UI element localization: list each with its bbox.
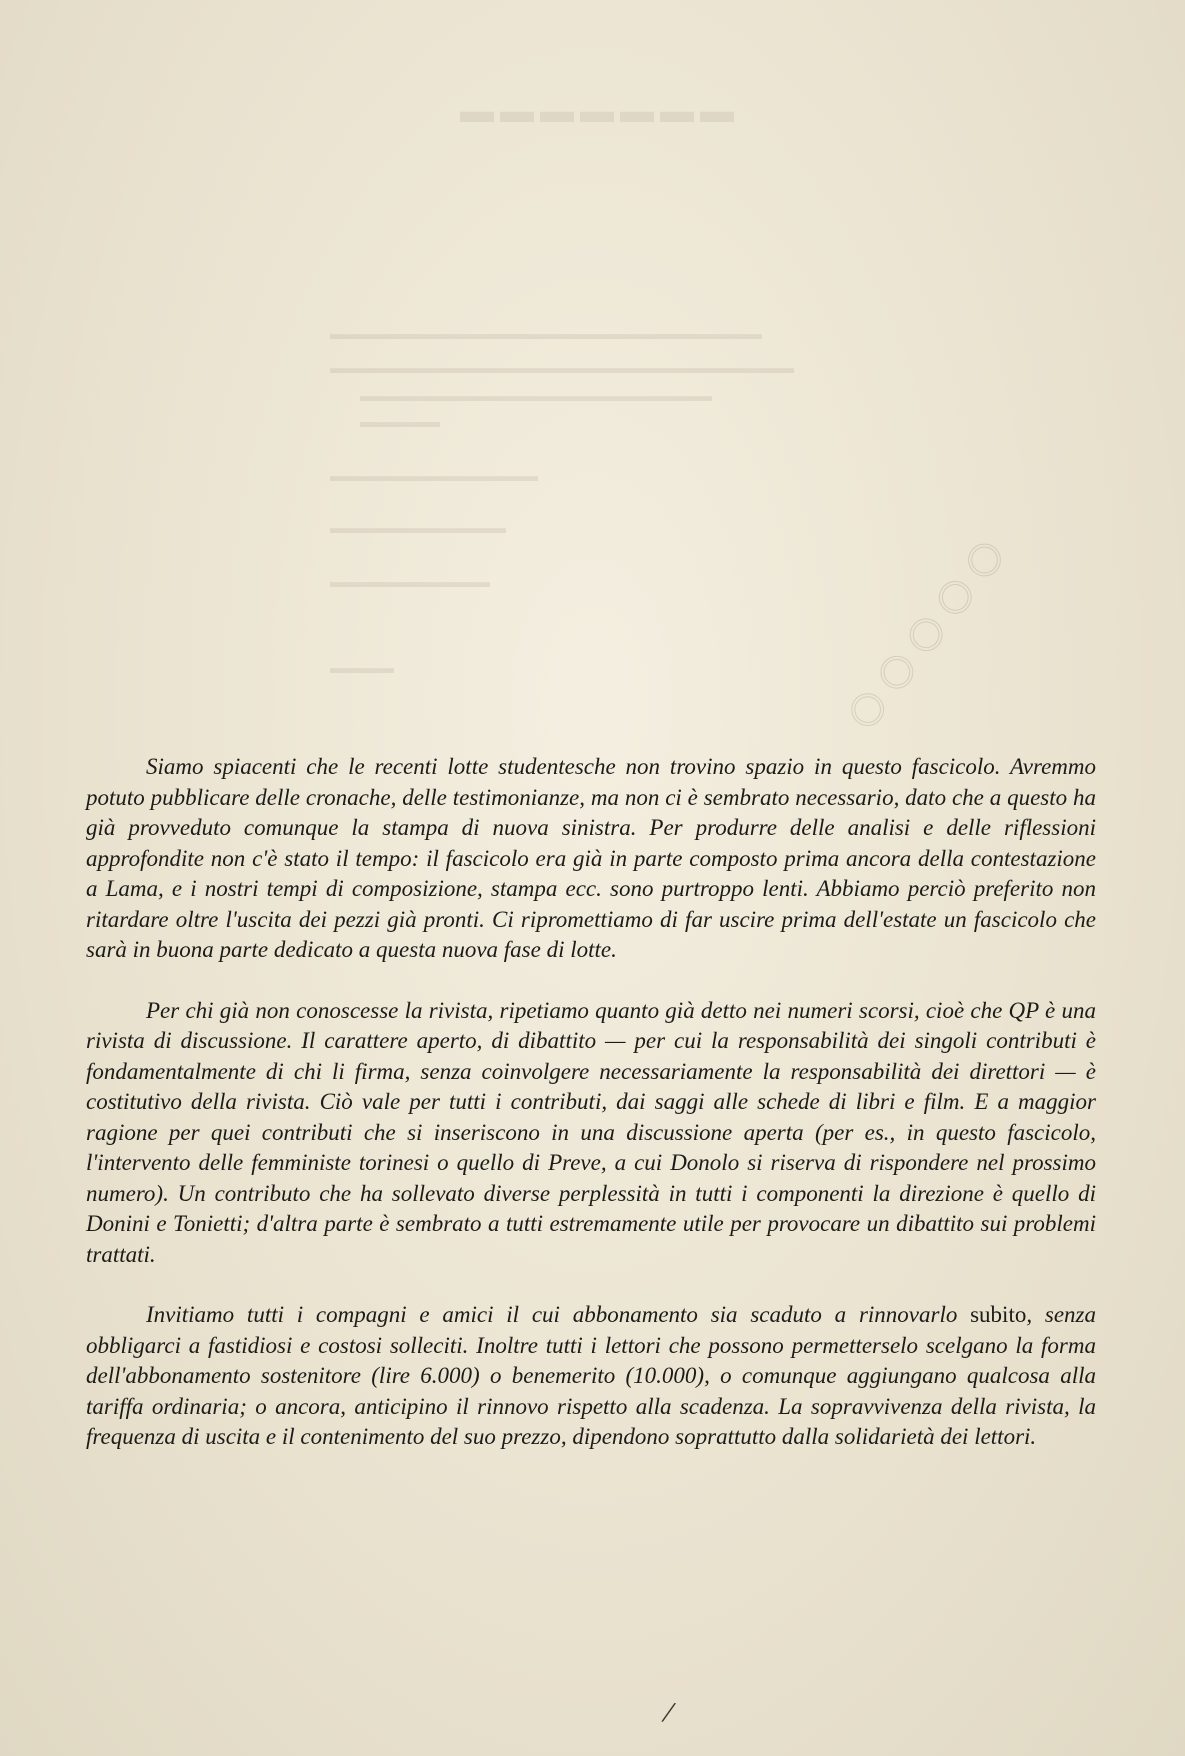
bleed-through-line: ▬▬▬▬▬ [360, 414, 440, 431]
bleed-through-title: ▬▬▬▬▬▬▬ [460, 92, 740, 130]
subscription-text-upright: subito [970, 1302, 1027, 1327]
bottom-pen-mark: / [661, 1695, 675, 1730]
subscription-text-end: , senza obbligarci a fastidiosi e costosi solleciti. Inoltre tutti i lettori che possono permetterselo scelgano la forma dell'abbonamento sostenitore (lire 6.000) o benemerito (10.000), o comunque aggiungano qualcosa alla tariffa ordinaria; o ancora, anticipino il rinnovo rispetto alla scadenza. La sopravvivenza della rivista, la frequenza di uscita e il contenimento del suo prezzo, dipendono soprattutto dalla solidarietà dei lettori. [86, 1302, 1096, 1449]
paragraph-discussion-journal: Per chi già non conoscesse la rivista, ripetiamo quanto già detto nei numeri scorsi, cioè che QP è una rivista di discussione. Il carattere aperto, di dibattito — per cui la responsabilità dei singoli contributi è fondamentalmente di chi li firma, senza coinvolgere necessariamente la responsabilità dei direttori — è costitutivo della rivista. Ciò vale per tutti i contributi, dai saggi alle schede di libri e film. E a maggior ragione per quei contributi che si inseriscono in una discussione aperta (per es., in questo fascicolo, l'intervento delle femministe torinesi o quello di Preve, a cui Donolo si riserva di rispondere nel prossimo numero). Un contributo che ha sollevato diverse perplessità in tutti i componenti la direzione è quello di Donini e Tonietti; d'altra parte è sembrato a tutti estremamente utile per provocare un dibattito sui problemi trattati. [86, 997, 1096, 1267]
bleed-through-line: ▬▬▬▬▬▬▬▬▬▬ [330, 574, 490, 591]
paragraph-student-struggles: Siamo spiacenti che le recenti lotte studentesche non trovino spazio in questo fascicolo. Avremmo potuto pubblicare delle cronache, delle testimonianze, ma non ci è sembrato necessario, dato che a questo ha già provveduto comunque la stampa di nuova sinistra. Per produrre delle analisi e delle riflessioni approfondite non c'è stato il tempo: il fascicolo era già in parte composto prima ancora della contestazione a Lama, e i nostri tempi di composizione, stampa ecc. sono purtroppo lenti. Abbiamo perciò preferito non ritardare oltre l'uscita dei pezzi già pronti. Ci ripromettiamo di far uscire prima dell'estate un fascicolo che sarà in buona parte dedicato a questa nuova fase di lotte. [86, 754, 1096, 962]
editorial-note [86, 752, 1096, 1453]
bleed-through-line: ▬▬▬▬▬▬▬▬▬▬▬ [330, 520, 506, 537]
watermark-stamp: ○○○○○ [820, 513, 1031, 750]
bleed-through-line: ▬▬▬▬▬▬▬▬▬▬▬▬▬▬▬▬▬▬▬▬▬▬▬▬▬▬▬▬▬ [330, 360, 794, 377]
bleed-through-line: ▬▬▬▬▬▬▬▬▬▬▬▬▬▬▬▬▬▬▬▬▬▬ [360, 388, 712, 405]
bleed-through-line: ▬▬▬▬▬▬▬▬▬▬▬▬▬ [330, 468, 538, 485]
subscription-text-start: Invitiamo tutti i compagni e amici il cui abbonamento sia scaduto a rinnovarlo [146, 1302, 971, 1327]
bleed-through-line: ▬▬▬▬▬▬▬▬▬▬▬▬▬▬▬▬▬▬▬▬▬▬▬▬▬▬▬ [330, 326, 762, 343]
paragraph-subscription-appeal [86, 1300, 1096, 1453]
bleed-through-line: ▬▬▬▬ [330, 660, 394, 677]
